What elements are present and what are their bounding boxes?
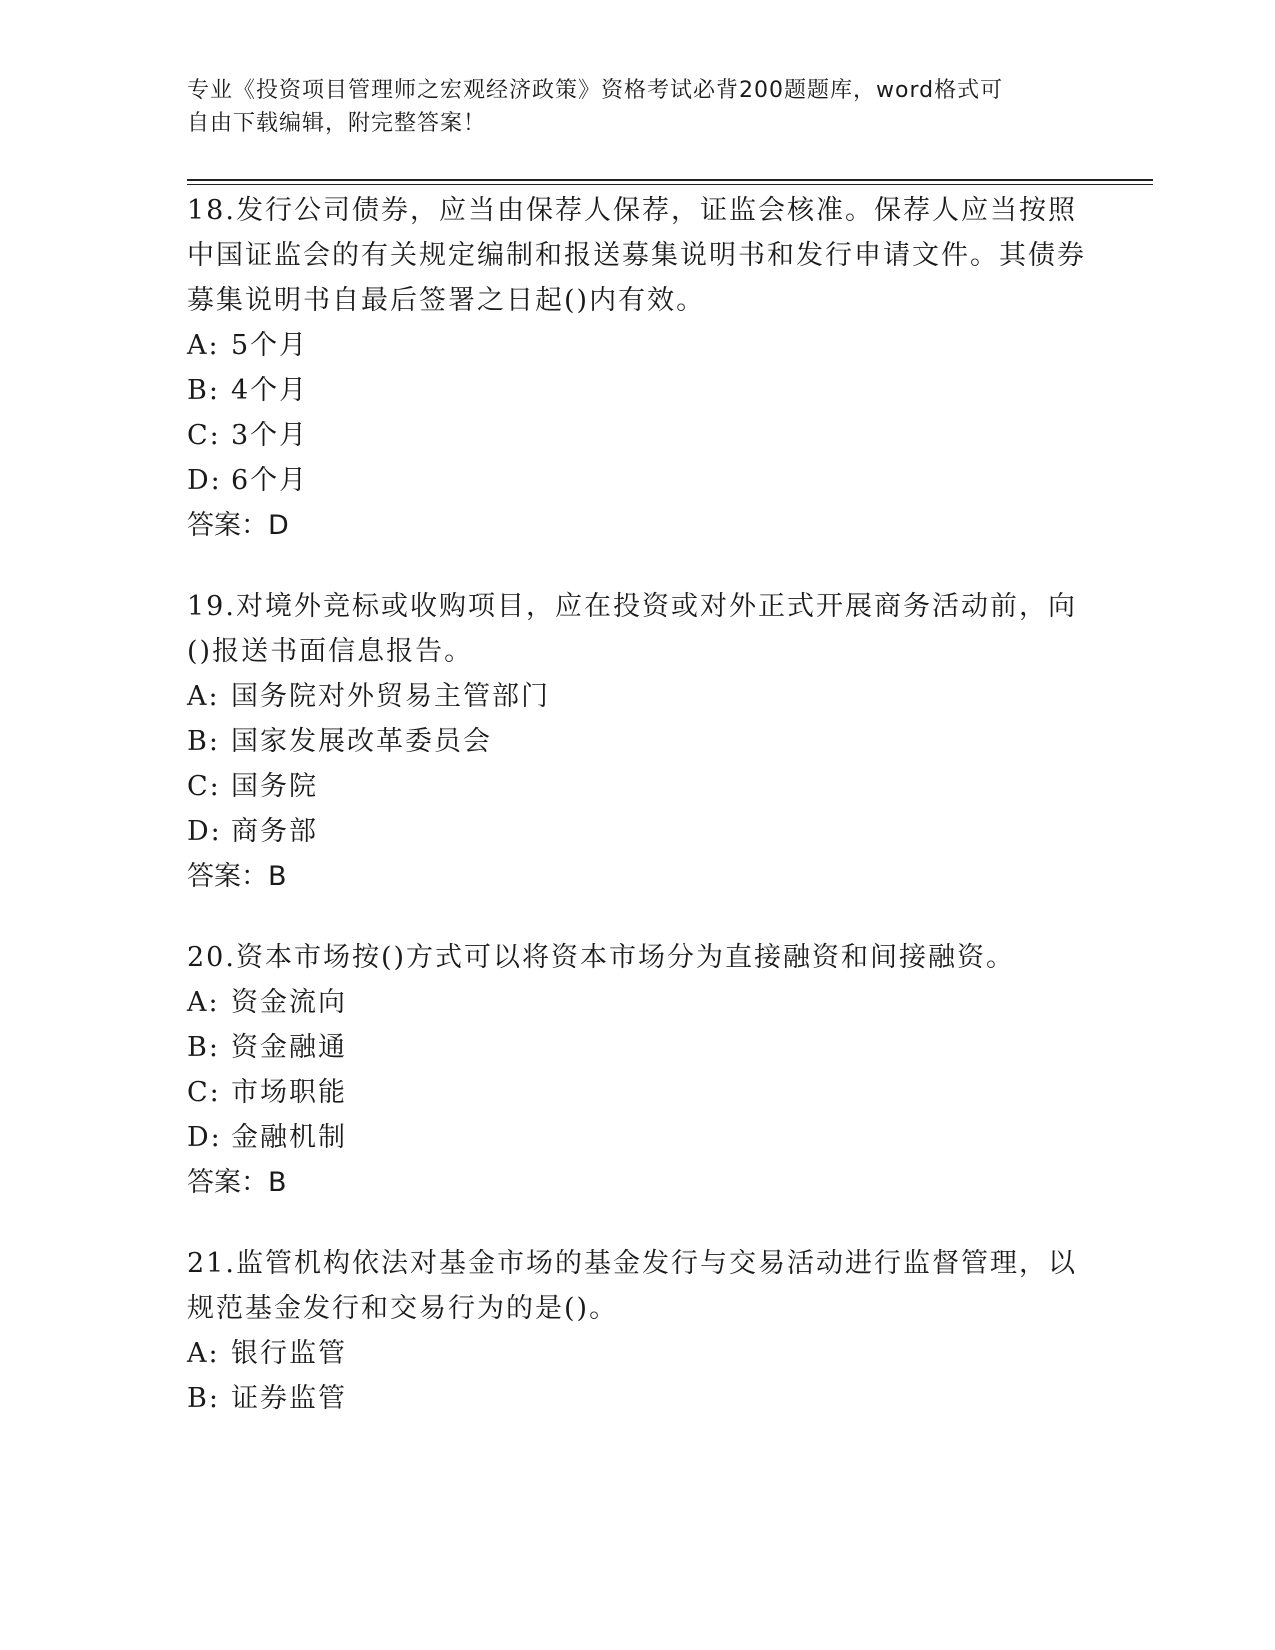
option-b bbox=[187, 368, 1087, 413]
option-d bbox=[187, 458, 1087, 503]
option-d bbox=[187, 809, 1087, 854]
document-header bbox=[187, 74, 1087, 140]
answer-label: 答案：D bbox=[187, 510, 289, 541]
question-list bbox=[187, 188, 1087, 1457]
option-c bbox=[187, 413, 1087, 458]
header-divider-thin bbox=[187, 184, 1153, 185]
option-c bbox=[187, 764, 1087, 809]
option-key: C: bbox=[187, 420, 221, 451]
option-text: 金融机制 bbox=[231, 1122, 347, 1153]
option-key: A: bbox=[187, 987, 220, 1018]
header-divider-thick bbox=[187, 179, 1153, 181]
option-a bbox=[187, 323, 1087, 368]
option-c bbox=[187, 1070, 1087, 1115]
option-text: 6个月 bbox=[231, 465, 309, 496]
option-text: 市场职能 bbox=[231, 1077, 347, 1108]
question-stem: 18.发行公司债券，应当由保荐人保荐，证监会核准。保荐人应当按照中国证监会的有关规定编制和报送募集说明书和发行申请文件。其债券募集说明书自最后签署之日起()内有效。 bbox=[187, 195, 1086, 316]
option-key: A: bbox=[187, 1338, 220, 1369]
option-key: A: bbox=[187, 681, 220, 712]
question-20 bbox=[187, 935, 1087, 1205]
option-key: B: bbox=[187, 1383, 220, 1414]
question-21 bbox=[187, 1241, 1087, 1421]
option-text: 国务院对外贸易主管部门 bbox=[231, 681, 550, 712]
answer-label: 答案：B bbox=[187, 1167, 287, 1198]
option-key: B: bbox=[187, 726, 220, 757]
option-b bbox=[187, 719, 1087, 764]
option-a bbox=[187, 674, 1087, 719]
option-text: 5个月 bbox=[231, 330, 309, 361]
option-key: B: bbox=[187, 1032, 220, 1063]
option-key: C: bbox=[187, 771, 221, 802]
header-title-line-2: 自由下载编辑，附完整答案！ bbox=[187, 111, 487, 136]
question-18 bbox=[187, 188, 1087, 548]
option-text: 3个月 bbox=[231, 420, 309, 451]
option-text: 资金流向 bbox=[231, 987, 347, 1018]
question-stem: 21.监管机构依法对基金市场的基金发行与交易活动进行监督管理，以规范基金发行和交易行为的是()。 bbox=[187, 1248, 1077, 1324]
option-text: 商务部 bbox=[231, 816, 318, 847]
option-key: D: bbox=[187, 465, 222, 496]
option-key: D: bbox=[187, 1122, 222, 1153]
option-d bbox=[187, 1115, 1087, 1160]
header-title-line-1: 专业《投资项目管理师之宏观经济政策》资格考试必背200题题库，word格式可 bbox=[187, 78, 1004, 103]
option-key: B: bbox=[187, 375, 220, 406]
option-text: 银行监管 bbox=[231, 1338, 347, 1369]
option-text: 证券监管 bbox=[231, 1383, 347, 1414]
option-text: 国务院 bbox=[231, 771, 318, 802]
option-text: 4个月 bbox=[231, 375, 309, 406]
question-19 bbox=[187, 584, 1087, 899]
option-b bbox=[187, 1376, 1087, 1421]
option-a bbox=[187, 980, 1087, 1025]
option-key: C: bbox=[187, 1077, 221, 1108]
answer-label: 答案：B bbox=[187, 861, 287, 892]
option-text: 资金融通 bbox=[231, 1032, 347, 1063]
option-text: 国家发展改革委员会 bbox=[231, 726, 492, 757]
question-stem: 19.对境外竞标或收购项目，应在投资或对外正式开展商务活动前，向()报送书面信息报告。 bbox=[187, 591, 1077, 667]
option-key: D: bbox=[187, 816, 222, 847]
question-stem: 20.资本市场按()方式可以将资本市场分为直接融资和间接融资。 bbox=[187, 942, 1016, 973]
option-key: A: bbox=[187, 330, 220, 361]
option-b bbox=[187, 1025, 1087, 1070]
option-a bbox=[187, 1331, 1087, 1376]
